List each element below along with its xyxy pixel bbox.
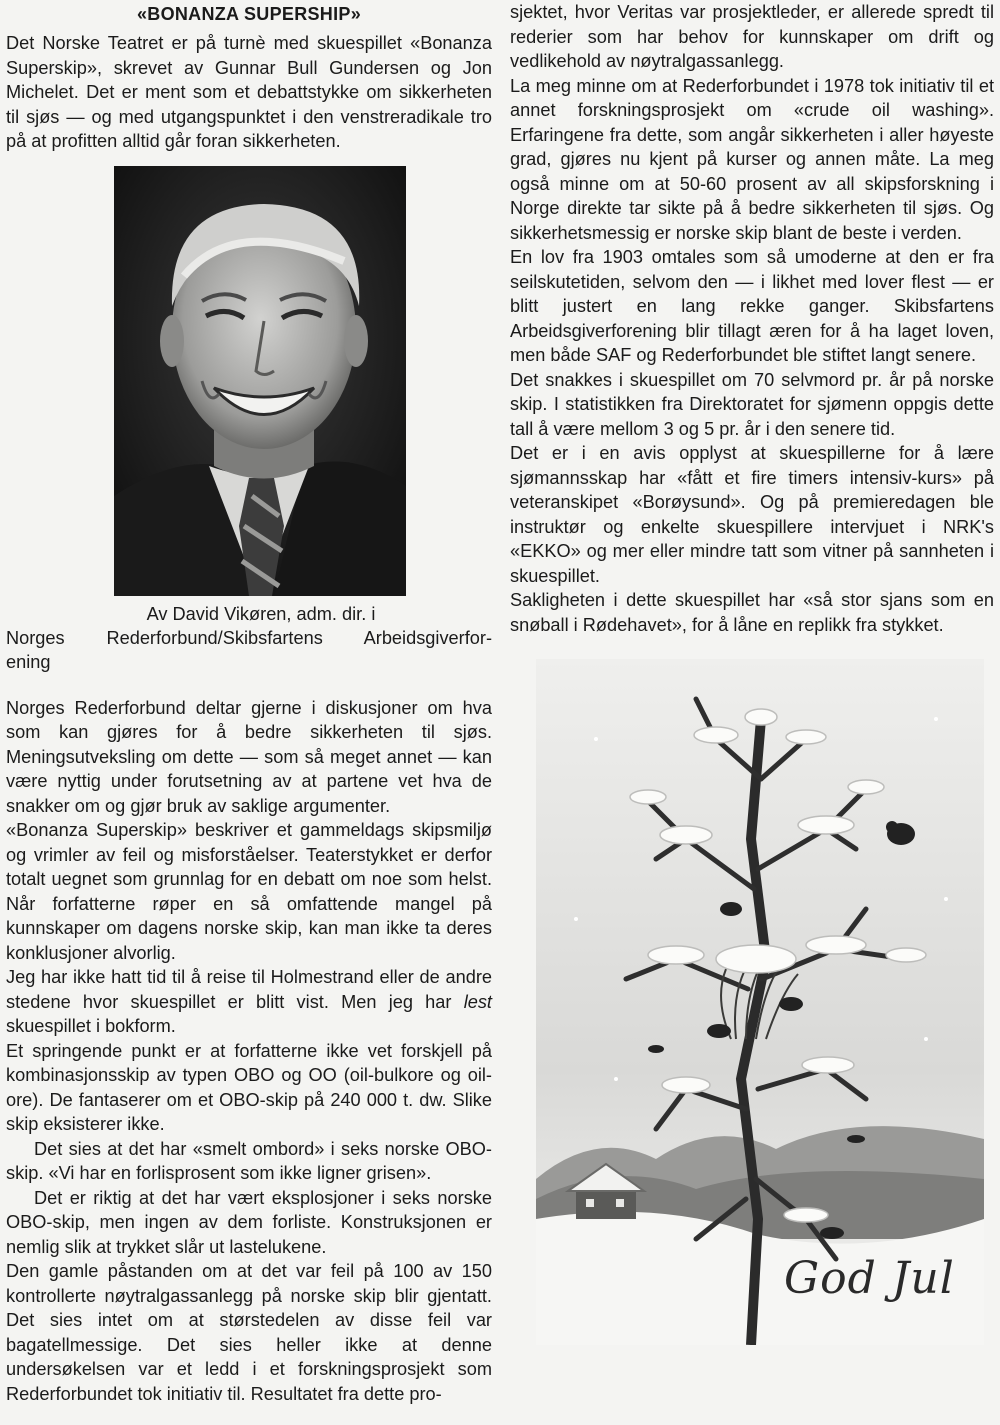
body-paragraph: Et springende punkt er at forfatterne ikke vet forskjell på kombinasjonsskip av typen OBO og OO (oil-bulkore og oil-ore). De fantaserer om et OBO-skip på 240 000 t. dw. Slike skip eksisterer ikke. bbox=[6, 1040, 492, 1134]
body-paragraph: sjektet, hvor Veritas var prosjektleder, er allerede spredt til rederier som har behov for kunnskaper om drift og vedlikehold av nøytralgassanlegg. bbox=[510, 2, 994, 71]
byline-line-2: Norges Rederforbund/Skibsfartens Arbeidsgiverfor- bbox=[6, 627, 492, 648]
article-intro: Det Norske Teatret er på turnè med skuespillet «Bonanza Superskip», skrevet av Gunnar Bull Gundersen og Jon Michelet. Det er ment som et debattstykke om sikkerheten til sjøs — og med utgangspunktet i den venstreradikale tro på at profitten alltid går foran sikkerheten. bbox=[6, 33, 492, 151]
byline-line-3: ening bbox=[6, 651, 51, 672]
byline-line-1: Av David Vikøren, adm. dir. i bbox=[146, 603, 376, 624]
holmestrand-emphasis: lest bbox=[463, 991, 492, 1012]
body-paragraph: Den gamle påstanden om at det var feil på 100 av 150 kontrollerte nøytralgassanlegg på norske skip blir gjentatt. Det sies intet om at størstedelen av disse feil var bagatellmessige. Det sies heller ikke at denne undersøkelsen var et ledd i et forskningsprosjekt som Rederforbundet tok initiativ til. Resultatet fra dette pro- bbox=[6, 1261, 492, 1404]
body-paragraph-indented: Det er riktig at det har vært eksplosjoner i seks norske OBO-skip, men ingen av dem forliste. Konstruksjonen er nemlig slik at trykket slår ut lastelukene. bbox=[6, 1187, 492, 1257]
body-paragraph-holmestrand bbox=[6, 965, 492, 1039]
portrait-image bbox=[114, 166, 406, 596]
christmas-card-illustration bbox=[536, 659, 984, 1345]
body-paragraph: Sakligheten i dette skuespillet har «så stor sjans som en snøball i Rødehavet», for å låne en replikk fra stykket. bbox=[510, 590, 994, 635]
body-paragraph: «Bonanza Superskip» beskriver et gammeldags skipsmiljø og vrimler av feil og misforståelser. Teaterstykket er derfor totalt uegnet som grunnlag for en debatt om noe som helst. Når forfatterne røper en så omfattende mangel på kunnskaper om dagens norske skip, kan man ikke ta deres konklusjoner alvorlig. bbox=[6, 820, 492, 963]
body-paragraph: Det snakkes i skuespillet om 70 selvmord pr. år på norske skip. I statistikken fra Direktoratet for sjømenn oppgis dette tall å være mellom 3 og 5 pr. år i den senere tid. bbox=[510, 369, 994, 439]
left-column bbox=[6, 0, 492, 1406]
body-paragraph-indented: Det sies at det har «smelt ombord» i seks norske OBO-skip. «Vi har en forlisprosent som ikke ligner grisen». bbox=[6, 1138, 492, 1183]
holmestrand-text-pre: Jeg har ikke hatt tid til å reise til Holmestrand eller de andre stedene hvor skuespillet er blitt vist. Men jeg har bbox=[6, 967, 492, 1012]
winter-tree-image bbox=[536, 659, 984, 1345]
card-greeting-caption: God Jul bbox=[784, 1253, 955, 1304]
author-byline bbox=[6, 602, 492, 674]
holmestrand-text-post: skuespillet i bokform. bbox=[6, 1016, 176, 1036]
right-column bbox=[510, 0, 994, 1345]
body-paragraph: En lov fra 1903 omtales som så umoderne at den er fra seilskutetiden, selvom den — i likhet med lover flest — er blitt justert en lang rekke ganger. Skibsfartens Arbeidsgiverforening blir tillagt æren for å ha laget loven, men både SAF og Rederforbundet ble stiftet langt senere. bbox=[510, 247, 994, 365]
body-paragraph: Norges Rederforbund deltar gjerne i diskusjoner om hva som kan gjøres for å bedre sikkerheten til sjøs. Meningsutveksling om dette — som så meget annet — kan være nyttig under forutsetning av at partene vet hva de snakker om og gjør bruk av saklige argumenter. bbox=[6, 697, 492, 816]
body-paragraph: Det er i en avis opplyst at skuespillerne for å lære sjømannsskap har «fått et fire timers intensiv-kurs» på veteranskipet «Borøysund». Og på premieredagen ble instruktør og enkelte skuespillere intervjuet i NRK's «EKKO» og mer eller mindre tatt som vitner på sannheten i skuespillet. bbox=[510, 443, 994, 586]
article-title: «BONANZA SUPERSHIP» bbox=[136, 4, 362, 24]
author-portrait bbox=[114, 166, 406, 596]
body-paragraph: La meg minne om at Rederforbundet i 1978 tok initiativ til et annet forskningsprosjekt om «crude oil washing». Erfaringene fra dette, som angår sikkerheten i aller høyeste grad, gjøres nu kjent på kurser og annen måte. La meg også minne om at 50-60 prosent av all skipsforskning i Norge direkte tar sikte på å bedre sikkerheten til sjøs. Og sikkerhetsmessig er norske skip blant de beste i verden. bbox=[510, 75, 994, 243]
